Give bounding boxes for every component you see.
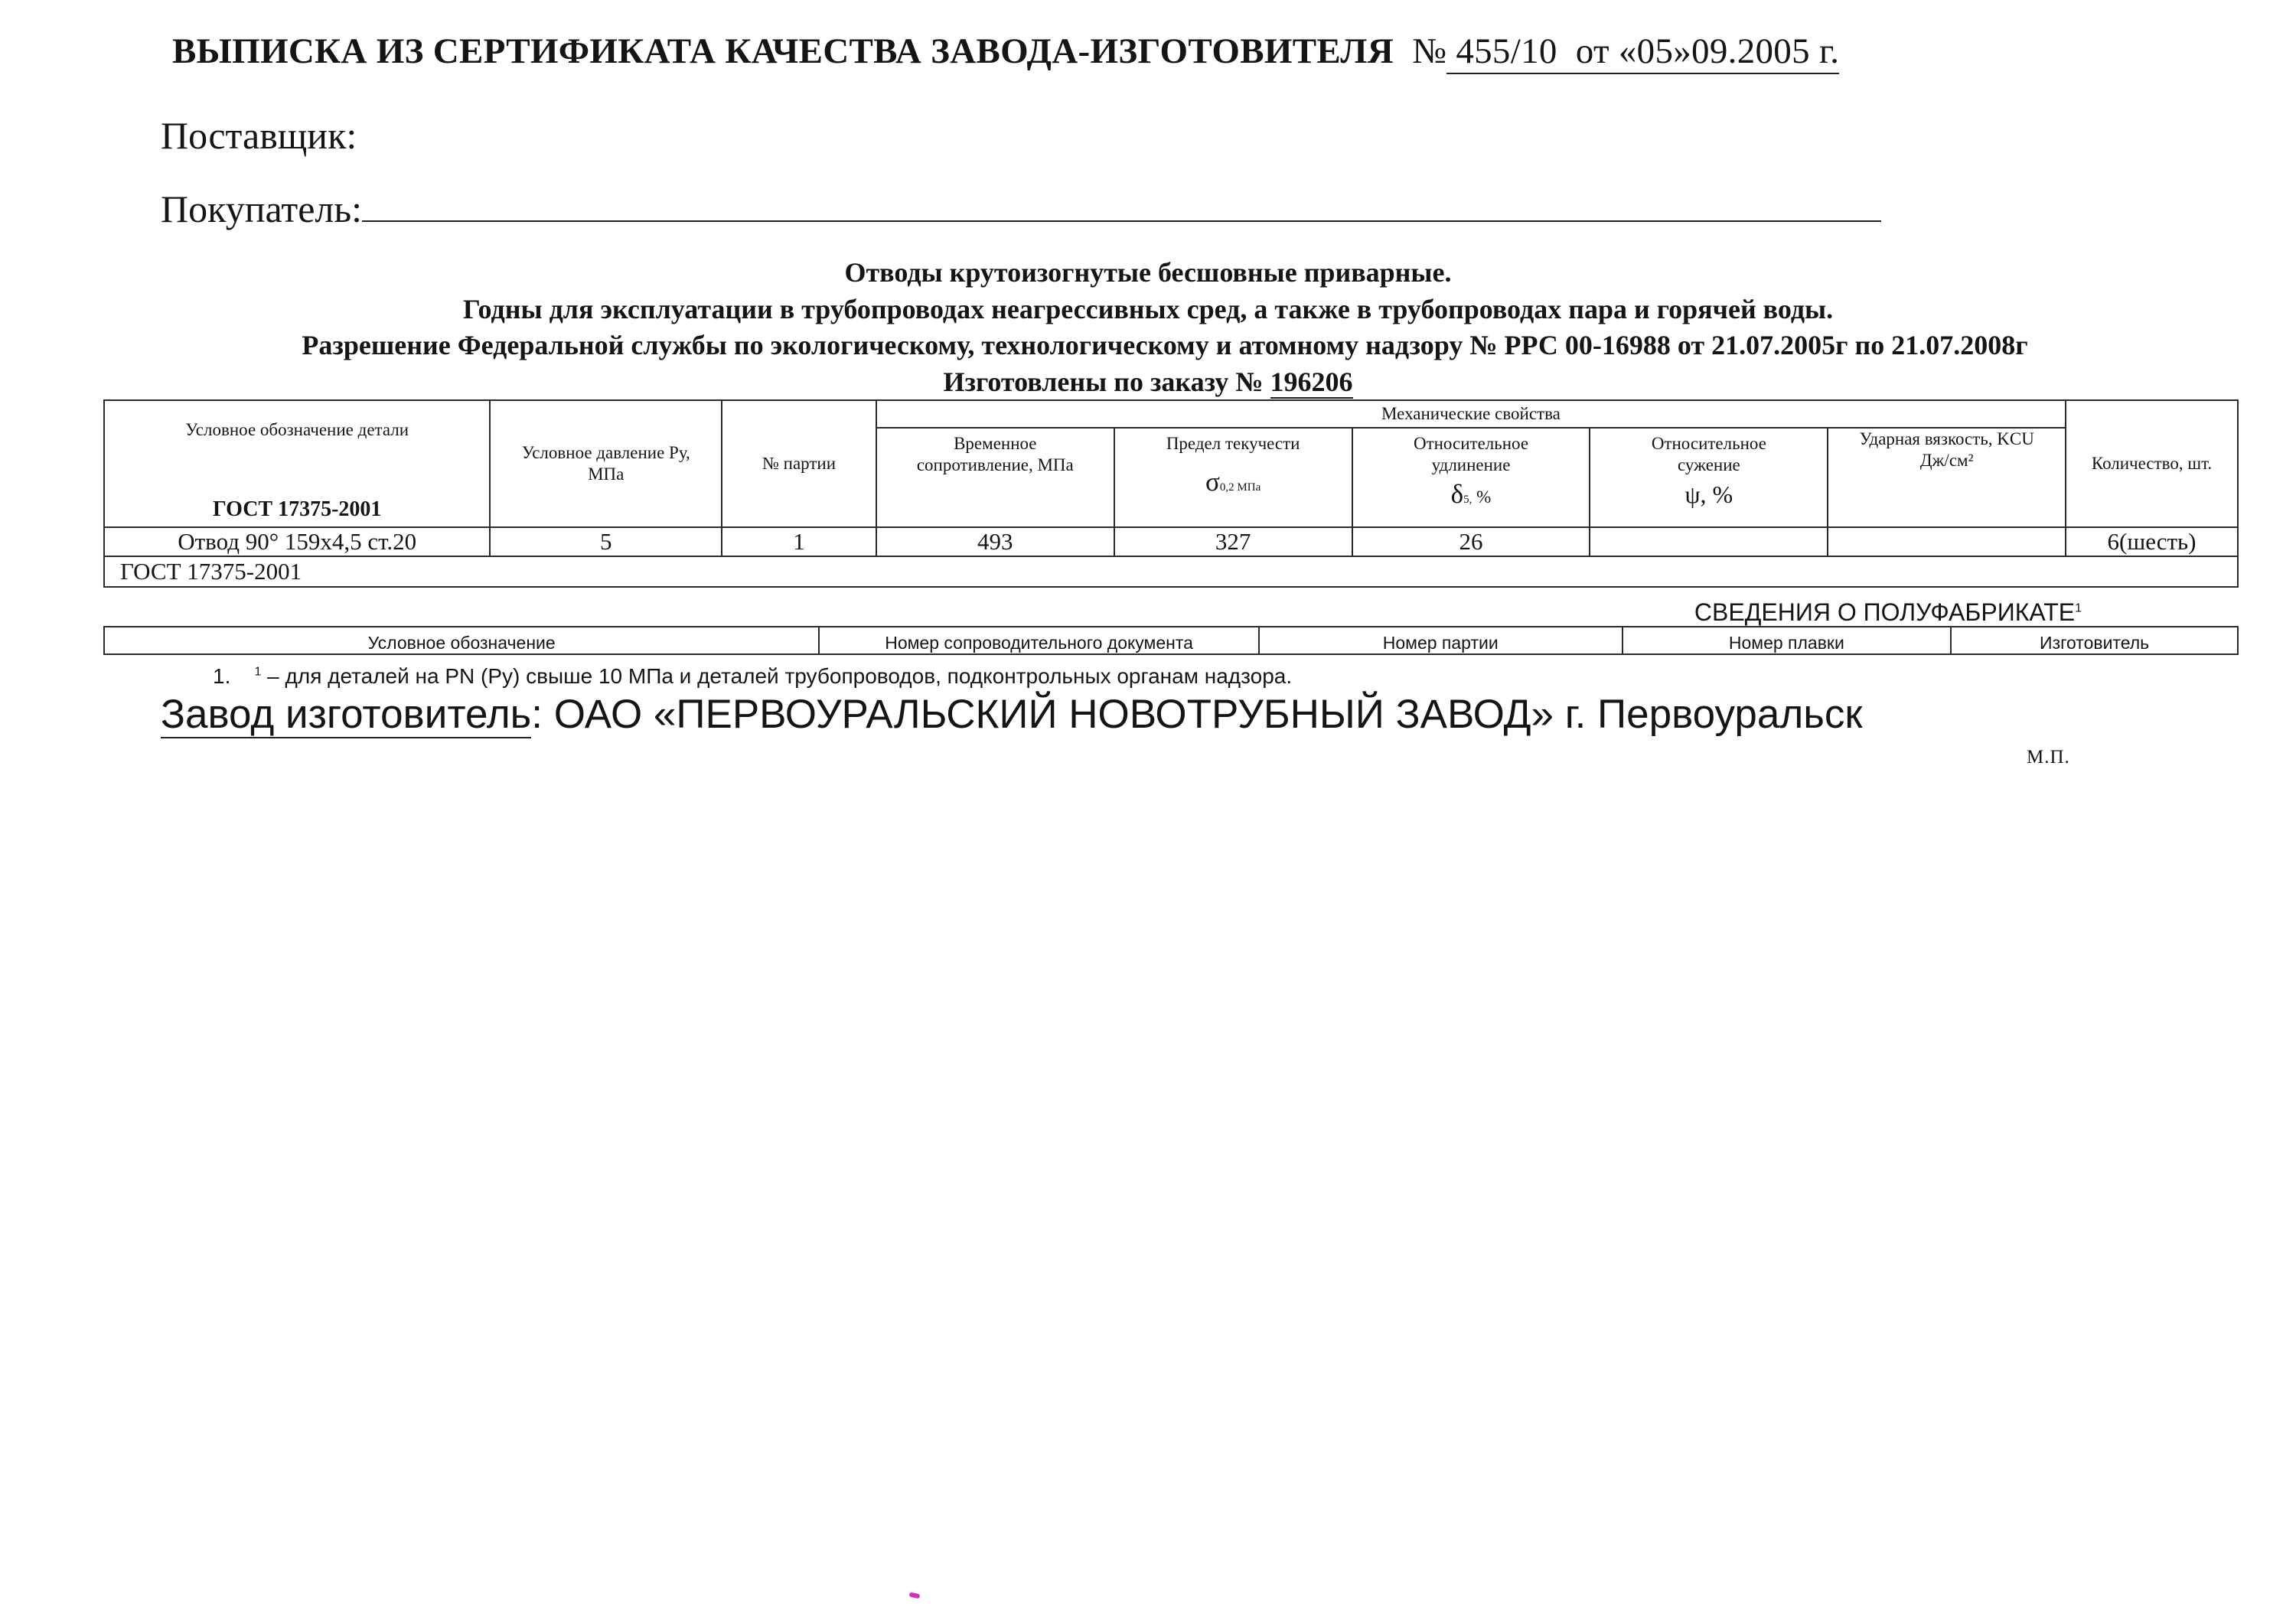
header-impact-unit: Дж/см² xyxy=(1919,451,1974,471)
header-pressure xyxy=(490,400,722,527)
cell-tensile: 493 xyxy=(876,527,1114,556)
factory-value: ОАО «ПЕРВОУРАЛЬСКИЙ НОВОТРУБНЫЙ ЗАВОД» г. Первоуральск xyxy=(542,692,1863,737)
semi-header-melt: Номер плавки xyxy=(1623,627,1952,654)
header-designation xyxy=(104,400,490,527)
permit-description: Разрешение Федеральной службы по экологическому, технологическому и атомному надзору № РРС 00-16988 от 21.07.2005г по 21.07.2008г xyxy=(302,330,2028,360)
certificate-title xyxy=(172,31,2296,72)
header-quantity-label: Количество, шт. xyxy=(2091,454,2213,473)
buyer-line xyxy=(161,185,1881,231)
header-tensile xyxy=(876,428,1114,527)
factory-line xyxy=(161,691,1863,738)
header-batch xyxy=(722,400,876,527)
usage-description: Годны для эксплуатации в трубопроводах неагрессивных сред, а также в трубопроводах пара и горячей воды. xyxy=(462,294,1834,324)
header-pressure-label: Условное давление Ру, МПа xyxy=(521,443,690,484)
cell-impact xyxy=(1828,527,2066,556)
header-mech-group-label: Механические свойства xyxy=(1381,404,1561,424)
header-designation-label: Условное обозначение детали xyxy=(185,420,409,439)
header-mech-group xyxy=(876,400,2066,428)
cell-pressure: 5 xyxy=(490,527,722,556)
table-row xyxy=(104,527,2238,556)
header-batch-label: № партии xyxy=(762,454,837,473)
elongation-symbol: δ xyxy=(1450,479,1464,510)
semi-header-document: Номер сопроводительного документа xyxy=(819,627,1259,654)
number-sign: № xyxy=(1412,31,1447,71)
cell-quantity: 6(шесть) xyxy=(2066,527,2238,556)
buyer-value-underline xyxy=(362,185,1881,222)
factory-colon: : xyxy=(531,692,543,737)
semi-header-designation: Условное обозначение xyxy=(104,627,819,654)
semi-header-batch: Номер партии xyxy=(1259,627,1623,654)
semi-header-manufacturer: Изготовитель xyxy=(1951,627,2238,654)
footnote-text: – для деталей на PN (Ру) свыше 10 МПа и деталей трубопроводов, подконтрольных органам надзора. xyxy=(267,664,1293,688)
header-yield xyxy=(1114,428,1352,527)
cell-gost: ГОСТ 17375-2001 xyxy=(104,556,2238,587)
header-yield-label: Предел текучести xyxy=(1166,434,1300,454)
order-label: Изготовлены по заказу № xyxy=(943,367,1264,397)
contraction-symbol: ψ, % xyxy=(1684,481,1733,509)
cell-batch: 1 xyxy=(722,527,876,556)
cell-designation: Отвод 90° 159х4,5 ст.20 xyxy=(104,527,490,556)
yield-subscript: 0,2 МПа xyxy=(1219,481,1261,494)
header-tensile-label: Временное сопротивление, МПа xyxy=(916,434,1074,475)
stamp-place: М.П. xyxy=(2027,747,2070,768)
semi-product-title-text: СВЕДЕНИЯ О ПОЛУФАБРИКАТЕ xyxy=(1694,598,2076,626)
cell-yield: 327 xyxy=(1114,527,1352,556)
certificate-number: 455/10 xyxy=(1456,31,1557,71)
buyer-label: Покупатель: xyxy=(161,187,363,230)
elongation-subscript: 5, xyxy=(1463,494,1473,507)
supplier-line xyxy=(161,113,357,158)
semi-product-title-sup: 1 xyxy=(2075,601,2082,615)
certificate-date: от «05»09.2005 г. xyxy=(1575,31,1840,71)
title-text: ВЫПИСКА ИЗ СЕРТИФИКАТА КАЧЕСТВА ЗАВОДА-ИЗГОТОВИТЕЛЯ xyxy=(172,31,1394,71)
yield-symbol: σ xyxy=(1205,467,1220,497)
order-line xyxy=(0,366,2296,398)
semi-product-table xyxy=(103,626,2239,655)
header-contraction-label: Относительное сужение xyxy=(1651,434,1766,475)
footnote xyxy=(213,664,1292,689)
supplier-label: Поставщик: xyxy=(161,114,357,157)
header-contraction xyxy=(1590,428,1828,527)
elongation-unit: % xyxy=(1476,487,1492,507)
header-elongation xyxy=(1352,428,1590,527)
cell-elongation: 26 xyxy=(1352,527,1590,556)
order-number: 196206 xyxy=(1270,367,1353,397)
product-description: Отводы крутоизогнутые бесшовные приварные. xyxy=(844,257,1452,288)
header-impact xyxy=(1828,428,2066,527)
gost-row xyxy=(104,556,2238,587)
header-designation-gost: ГОСТ 17375-2001 xyxy=(212,497,382,521)
factory-label: Завод изготовитель xyxy=(161,692,532,737)
mechanical-properties-table xyxy=(103,399,2239,588)
ink-speck xyxy=(909,1592,921,1599)
footnote-index: 1. xyxy=(213,664,231,688)
cell-contraction xyxy=(1590,527,1828,556)
semi-product-title xyxy=(0,598,2082,627)
semi-product-header-row xyxy=(104,627,2238,654)
header-impact-label: Ударная вязкость, KCU xyxy=(1859,429,2034,449)
header-elongation-label: Относительное удлинение xyxy=(1413,434,1529,475)
header-quantity xyxy=(2066,400,2238,527)
footnote-sup: 1 xyxy=(254,665,262,679)
certificate-number-field xyxy=(1446,31,1839,74)
